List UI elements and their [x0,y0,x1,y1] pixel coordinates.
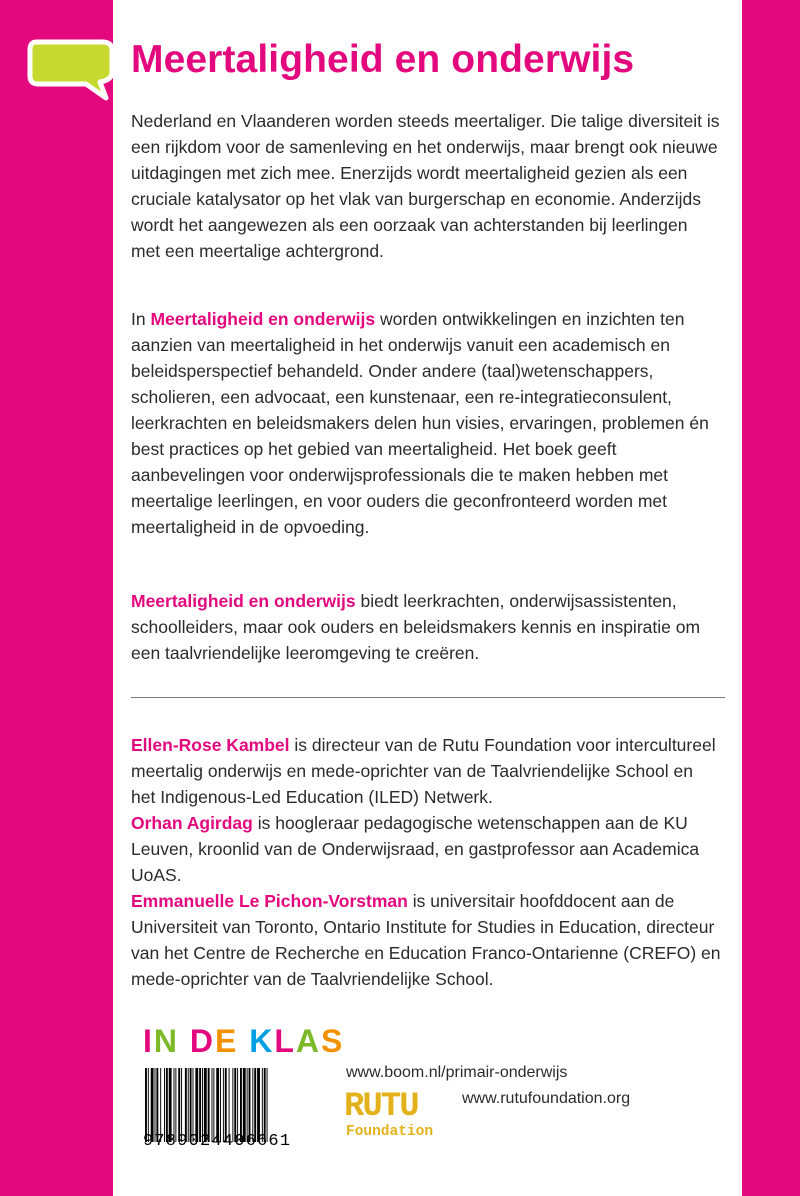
content-rest: worden ontwikkelingen en inzichten ten aanzien van meertaligheid in het onderwijs vanuit een academisch en beleidsperspectief behandeld. Onder andere (taal)wetenschappers, scholieren, een advocaat, een kunstenaar, een re-integratieconsulent, leerkrachten en beleidsmakers delen hun visies, ervaringen, problemen én best practices op het gebied van meertaligheid. Het boek geeft aanbevelingen voor onderwijsprofessionals die te maken hebben met meertalige leerlingen, en voor ouders die geconfronteerd worden met meertaligheid in de opvoeding. [131,309,709,537]
barcode-bar [199,1068,201,1142]
barcode-bar [188,1068,189,1142]
rutu-foundation-logo [344,1088,454,1148]
series-letter: E [215,1023,239,1059]
barcode-bar [216,1068,219,1142]
series-letter: A [295,1023,321,1059]
barcode-bar [164,1068,165,1142]
barcode-bar [264,1068,266,1142]
series-letter: D [189,1023,215,1059]
barcode-bar [267,1068,268,1142]
barcode-bar [262,1068,263,1142]
author-bios [131,732,721,992]
series-letter [179,1023,190,1059]
barcode-bar [174,1068,175,1142]
boom-url: www.boom.nl/primair-onderwijs [346,1064,568,1081]
barcode-bar [237,1068,238,1142]
audience-text [131,588,721,666]
author-bio [131,732,721,810]
author-description: is directeur van de Rutu Foundation voor intercultureel meertalig onderwijs en mede-oprichter van de Taalvriendelijke School en het Indigenous-Led Education (ILED) Netwerk. [131,735,716,807]
barcode-bar [249,1068,251,1142]
author-bio [131,888,721,992]
barcode-bar [257,1068,260,1142]
series-letter: S [321,1023,345,1059]
barcode-bar [220,1068,221,1142]
barcode-bar [185,1068,187,1142]
barcode-bar [169,1068,172,1142]
series-letter [238,1023,249,1059]
speech-bubble-icon [26,36,122,102]
barcode-bar [193,1068,194,1142]
barcode-bar [212,1068,213,1142]
page-title: Meertaligheid en onderwijs [131,38,635,81]
barcode-bar [155,1068,156,1142]
series-letter: N [153,1023,179,1059]
barcode-bar [202,1068,203,1142]
barcode-bar [234,1068,236,1142]
barcode-bar [254,1068,256,1142]
barcode-bar [160,1068,161,1142]
barcode [143,1068,327,1142]
barcode-bar [204,1068,207,1142]
audience-paragraph [131,588,721,666]
barcode-bar [151,1068,154,1142]
series-letter: K [249,1023,275,1059]
barcode-bar [145,1068,147,1142]
author-description: is hoogleraar pedagogische wetenschappen aan de KU Leuven, kroonlid van de Onderwijsraad, en gastprofessor aan Academica UoAS. [131,813,700,885]
author-bio [131,810,721,888]
series-logo-in-de-klas [143,1023,344,1060]
barcode-bar [225,1068,227,1142]
isbn-number: 9789024406661 [143,1132,292,1151]
rutu-logo-word: RUTU [344,1088,418,1126]
intro-paragraph [131,108,721,264]
barcode-bar [243,1068,246,1142]
barcode-bar [252,1068,253,1142]
barcode-bar [223,1068,224,1142]
content-text [131,306,721,540]
audience-rest: biedt leerkrachten, onderwijsassistenten, schoolleiders, maar ook ouders en beleidsmakers kennis en inspiratie om een taalvriendelijke leeromgeving te creëren. [131,591,701,663]
barcode-bar [247,1068,248,1142]
barcode-bar [190,1068,192,1142]
book-title-highlight: Meertaligheid en onderwijs [131,591,356,611]
book-title-highlight: Meertaligheid en onderwijs [150,309,376,329]
barcode-bar [240,1068,242,1142]
barcode-bar [148,1068,149,1142]
author-name: Emmanuelle Le Pichon-Vorstman [131,891,408,911]
intro-text: Nederland en Vlaanderen worden steeds meertaliger. Die talige diversiteit is een rijkdom voor de samenleving en het onderwijs, maar brengt ook nieuwe uitdagingen met zich mee. Enerzijds wordt meertaligheid gezien als een cruciale katalysator op het vlak van burgerschap en economie. Anderzijds wordt het aangewezen als een oorzaak van achterstanden bij leerlingen met een meertalige achtergrond. [131,111,720,261]
barcode-bar [208,1068,210,1142]
rutu-url: www.rutufoundation.org [462,1090,631,1107]
barcode-bar [181,1068,182,1142]
author-name: Orhan Agirdag [131,813,253,833]
barcode-bar [166,1068,168,1142]
barcode-bar [232,1068,233,1142]
content-prefix: In [131,309,151,329]
barcode-bar [156,1068,158,1142]
rutu-logo-sub: Foundation [346,1124,434,1140]
series-letter: I [143,1023,154,1059]
content-paragraph [131,306,721,540]
author-description: is universitair hoofddocent aan de Universiteit van Toronto, Ontario Institute for Studies in Education, directeur van het Centre de Recherche en Education Franco-Ontarienne (CREFO) en mede-oprichter van de Taalvriendelijke School. [131,891,721,989]
author-name: Ellen-Rose Kambel [131,735,290,755]
divider [131,697,725,698]
barcode-bar [213,1068,214,1142]
series-letter: L [274,1023,296,1059]
barcode-bar [229,1068,230,1142]
barcode-bar [175,1068,176,1142]
barcode-bar [178,1068,180,1142]
barcode-bar [195,1068,198,1142]
